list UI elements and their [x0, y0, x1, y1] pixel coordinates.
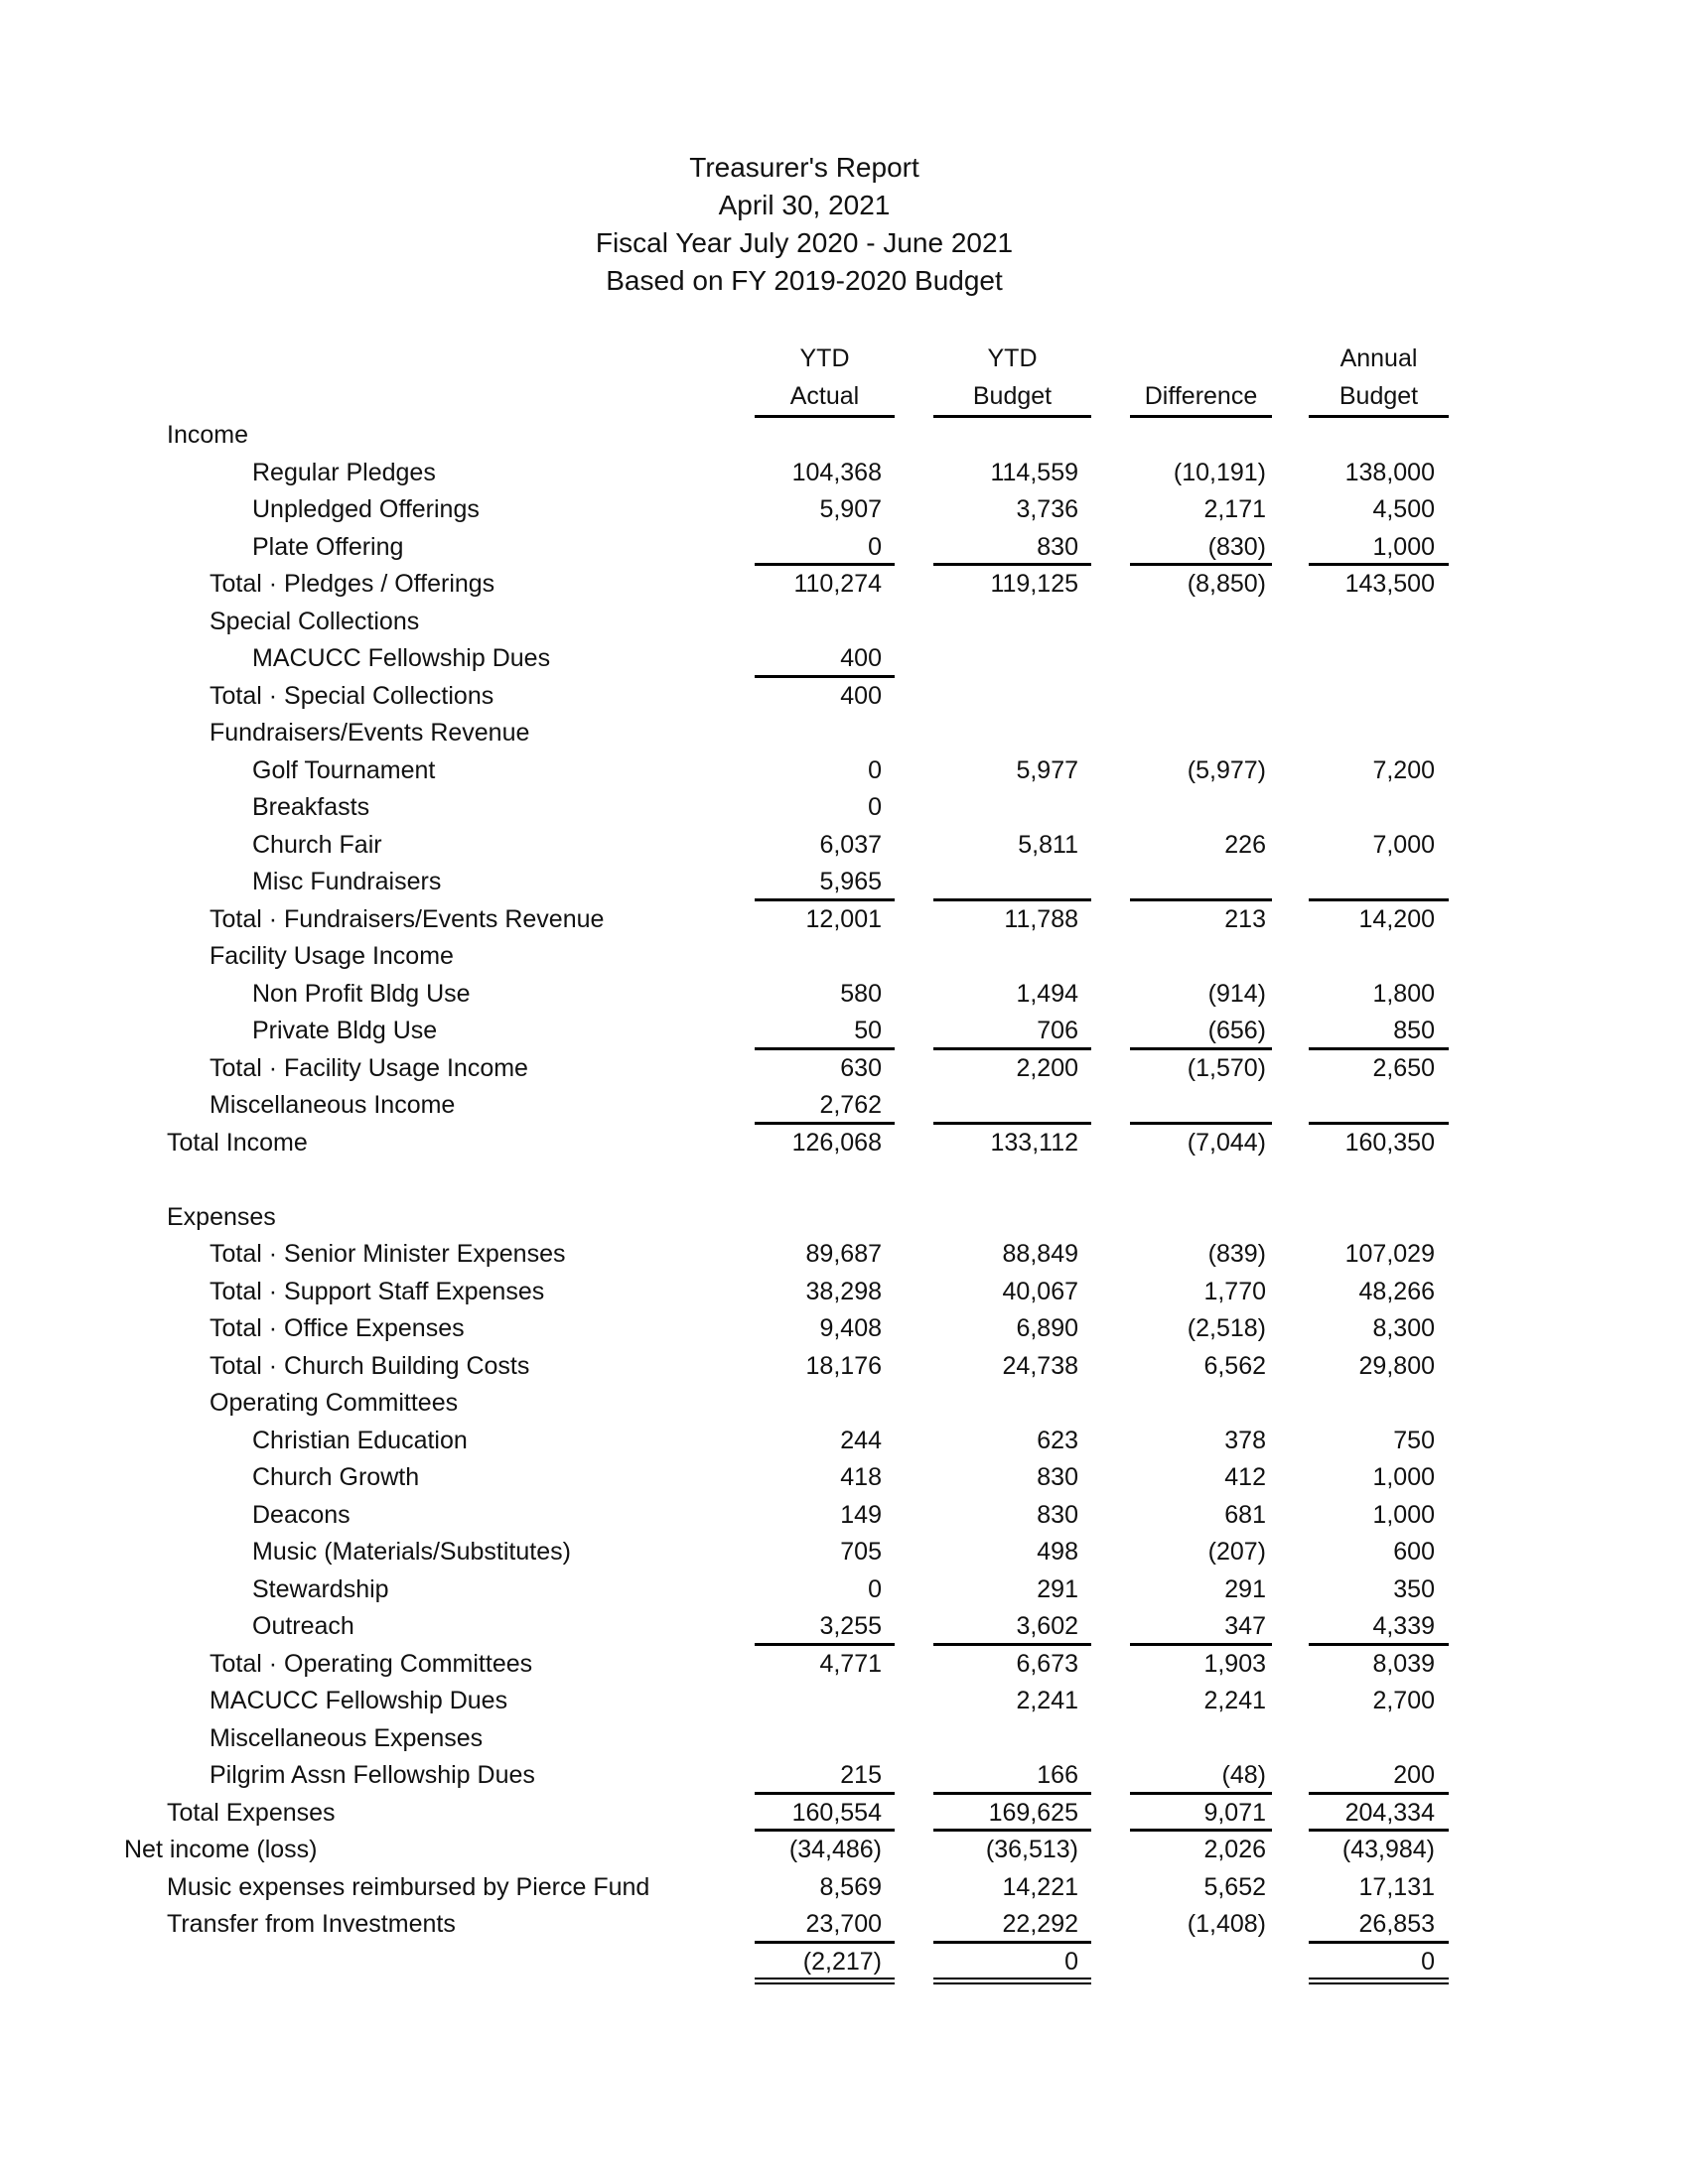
annual-budget-value: 138,000 — [1344, 458, 1435, 486]
subtotal-rule — [1309, 563, 1449, 566]
ytd-budget-value: 24,738 — [1002, 1351, 1078, 1380]
ytd-actual-value: 126,068 — [791, 1128, 882, 1157]
ytd-actual-value: 400 — [840, 644, 882, 672]
ytd-actual-value: 400 — [840, 681, 882, 710]
ytd-budget-value: 40,067 — [1002, 1277, 1078, 1305]
ytd-budget-value: 166 — [1037, 1761, 1078, 1789]
table-row — [0, 1906, 1688, 1944]
table-row — [0, 1459, 1688, 1497]
table-row — [0, 1832, 1688, 1869]
row-label: Special Collections — [210, 607, 420, 635]
annual-budget-value: 1,000 — [1372, 1463, 1435, 1491]
row-label: Golf Tournament — [252, 755, 436, 784]
ytd-actual-value: 3,255 — [819, 1612, 882, 1640]
ytd-actual-value: 6,037 — [819, 830, 882, 859]
difference-value: (10,191) — [1173, 458, 1266, 486]
subtotal-rule — [755, 1941, 895, 1944]
difference-value: 291 — [1224, 1574, 1266, 1603]
ytd-budget-value: 706 — [1037, 1017, 1078, 1044]
ytd-budget-value: 6,673 — [1016, 1649, 1078, 1678]
subtotal-rule — [755, 898, 895, 901]
row-label: Total · Operating Committees — [210, 1649, 533, 1678]
subtotal-rule — [755, 1122, 895, 1125]
ytd-budget-value: 22,292 — [1002, 1910, 1078, 1938]
table-row — [0, 827, 1688, 865]
ytd-actual-value: 104,368 — [791, 458, 882, 486]
ytd-actual-value: 418 — [840, 1463, 882, 1491]
table-row — [0, 1310, 1688, 1348]
annual-budget-value: 107,029 — [1344, 1240, 1435, 1268]
ytd-budget-value: 133,112 — [990, 1128, 1078, 1157]
annual-budget-value: 143,500 — [1344, 570, 1435, 598]
difference-value: 347 — [1224, 1612, 1266, 1640]
subtotal-rule — [1130, 1643, 1272, 1646]
ytd-actual-value: 160,554 — [791, 1798, 882, 1827]
ytd-budget-value: 498 — [1037, 1538, 1078, 1566]
subtotal-rule — [1309, 898, 1449, 901]
ytd-actual-value: 244 — [840, 1426, 882, 1454]
annual-budget-value: 26,853 — [1358, 1910, 1435, 1938]
annual-budget-value: 160,350 — [1344, 1128, 1435, 1157]
row-label: Music (Materials/Substitutes) — [252, 1538, 571, 1566]
header-top: Annual — [1339, 344, 1418, 372]
ytd-budget-value: 291 — [1037, 1574, 1078, 1603]
table-row — [0, 752, 1688, 790]
ytd-budget-value: 11,788 — [1004, 904, 1078, 933]
difference-value: (830) — [1207, 532, 1266, 561]
row-label: Total Expenses — [167, 1798, 336, 1827]
ytd-actual-value: 2,762 — [819, 1091, 882, 1119]
row-label: Private Bldg Use — [252, 1017, 438, 1044]
row-label: Total · Facility Usage Income — [210, 1053, 528, 1082]
row-label: Total · Special Collections — [210, 681, 494, 710]
ytd-actual-value: 38,298 — [805, 1277, 882, 1305]
annual-budget-value: 2,650 — [1372, 1053, 1435, 1082]
table-row — [0, 1087, 1688, 1125]
subtotal-rule — [933, 1792, 1091, 1795]
table-row — [0, 789, 1688, 827]
annual-budget-value: 4,339 — [1372, 1612, 1435, 1640]
row-label: Transfer from Investments — [167, 1910, 456, 1938]
row-label: Pilgrim Assn Fellowship Dues — [210, 1761, 535, 1789]
subtotal-rule — [1130, 1122, 1272, 1125]
ytd-actual-value: 23,700 — [805, 1910, 882, 1938]
table-row — [0, 1274, 1688, 1311]
annual-budget-value: 7,000 — [1372, 830, 1435, 859]
difference-value: (839) — [1207, 1240, 1266, 1268]
table-row — [0, 1348, 1688, 1386]
row-label: Total · Fundraisers/Events Revenue — [210, 904, 605, 933]
row-label: Total Income — [167, 1128, 308, 1157]
row-label: Church Growth — [252, 1463, 420, 1491]
row-label: Miscellaneous Expenses — [210, 1723, 484, 1752]
grand-total-double-rule — [933, 1978, 1091, 1984]
ytd-actual-value: 12,001 — [805, 904, 882, 933]
difference-value: 2,026 — [1203, 1836, 1266, 1863]
row-label: Expenses — [167, 1202, 276, 1231]
table-row — [0, 938, 1688, 976]
header-bottom: Difference — [1144, 382, 1258, 410]
row-label: Deacons — [252, 1500, 351, 1529]
ytd-actual-value: 4,771 — [819, 1649, 882, 1678]
ytd-budget-value: 3,602 — [1016, 1612, 1078, 1640]
annual-budget-value: 2,700 — [1372, 1687, 1435, 1714]
ytd-actual-value: 149 — [840, 1500, 882, 1529]
table-row — [0, 864, 1688, 901]
difference-value: 213 — [1224, 904, 1266, 933]
budget-basis: Based on FY 2019-2020 Budget — [606, 265, 1003, 296]
header-bottom: Budget — [972, 382, 1053, 410]
row-label: Unpledged Offerings — [252, 495, 480, 523]
header-top — [1130, 340, 1272, 377]
ytd-budget-value: 1,494 — [1016, 979, 1078, 1008]
table-row — [0, 1125, 1688, 1162]
difference-value: (656) — [1207, 1017, 1266, 1044]
subtotal-rule — [1130, 1047, 1272, 1050]
annual-budget-value: 14,200 — [1358, 904, 1435, 933]
row-label: MACUCC Fellowship Dues — [210, 1687, 508, 1714]
ytd-budget-value: 5,977 — [1016, 755, 1078, 784]
annual-budget-value: 350 — [1393, 1574, 1435, 1603]
table-row — [0, 640, 1688, 678]
annual-budget-value: 200 — [1393, 1761, 1435, 1789]
subtotal-rule — [933, 1122, 1091, 1125]
subtotal-rule — [755, 563, 895, 566]
subtotal-rule — [933, 1941, 1091, 1944]
subtotal-rule — [1309, 1122, 1449, 1125]
row-label: Facility Usage Income — [210, 942, 454, 970]
subtotal-rule — [755, 675, 895, 678]
ytd-actual-value: 0 — [868, 532, 882, 561]
subtotal-rule — [1130, 563, 1272, 566]
table-row — [0, 566, 1688, 604]
subtotal-rule — [933, 563, 1091, 566]
annual-budget-value: 600 — [1393, 1538, 1435, 1566]
ytd-budget-value: 2,200 — [1016, 1053, 1078, 1082]
table-row — [0, 1161, 1688, 1199]
subtotal-rule — [1130, 1829, 1272, 1832]
table-row — [0, 1236, 1688, 1274]
ytd-actual-value: 89,687 — [805, 1240, 882, 1268]
subtotal-rule — [1130, 1792, 1272, 1795]
header-bottom: Budget — [1338, 382, 1419, 410]
ytd-budget-value: 0 — [1064, 1947, 1078, 1976]
difference-value: 226 — [1224, 830, 1266, 859]
row-label: Stewardship — [252, 1574, 389, 1603]
difference-value: (7,044) — [1187, 1128, 1266, 1157]
row-label: Total · Support Staff Expenses — [210, 1277, 545, 1305]
ytd-budget-value: 3,736 — [1016, 495, 1078, 523]
ytd-budget-value: 119,125 — [990, 570, 1078, 598]
header-top: YTD — [987, 344, 1038, 372]
ytd-budget-value: (36,513) — [985, 1836, 1078, 1863]
ytd-actual-value: 5,965 — [819, 868, 882, 895]
ytd-actual-value: 215 — [840, 1761, 882, 1789]
row-label: MACUCC Fellowship Dues — [252, 644, 551, 672]
subtotal-rule — [755, 1829, 895, 1832]
table-row — [0, 1608, 1688, 1646]
ytd-budget-value: 830 — [1037, 1463, 1078, 1491]
table-row — [0, 1050, 1688, 1088]
annual-budget-value: 48,266 — [1358, 1277, 1435, 1305]
ytd-budget-value: 169,625 — [988, 1798, 1078, 1827]
ytd-budget-value: 114,559 — [990, 458, 1078, 486]
table-row — [0, 715, 1688, 752]
ytd-budget-value: 88,849 — [1002, 1240, 1078, 1268]
subtotal-rule — [1309, 1047, 1449, 1050]
ytd-actual-value: 0 — [868, 755, 882, 784]
row-label: Christian Education — [252, 1426, 468, 1454]
ytd-actual-value: (34,486) — [788, 1836, 882, 1863]
table-row — [0, 604, 1688, 641]
ytd-actual-value: 110,274 — [793, 570, 882, 598]
row-label: Operating Committees — [210, 1389, 459, 1417]
difference-value: 1,903 — [1203, 1649, 1266, 1678]
difference-value: (48) — [1221, 1761, 1266, 1789]
ytd-actual-value: (2,217) — [802, 1947, 882, 1976]
ytd-actual-value: 5,907 — [819, 495, 882, 523]
annual-budget-value: 1,800 — [1372, 979, 1435, 1008]
row-label: Total · Office Expenses — [210, 1314, 465, 1342]
difference-value: (1,408) — [1187, 1910, 1266, 1938]
table-row — [0, 1199, 1688, 1237]
table-row — [0, 1423, 1688, 1460]
table-row — [0, 678, 1688, 716]
row-label: Non Profit Bldg Use — [252, 979, 471, 1008]
difference-value: 378 — [1224, 1426, 1266, 1454]
annual-budget-value: 0 — [1421, 1947, 1435, 1976]
table-row — [0, 1497, 1688, 1535]
row-label: Outreach — [252, 1612, 354, 1640]
table-row — [0, 1720, 1688, 1758]
table-row — [0, 1757, 1688, 1795]
ytd-budget-value: 830 — [1037, 532, 1078, 561]
annual-budget-value: 7,200 — [1372, 755, 1435, 784]
annual-budget-value: 29,800 — [1358, 1351, 1435, 1380]
subtotal-rule — [755, 1047, 895, 1050]
annual-budget-value: (43,984) — [1341, 1836, 1435, 1863]
row-label: Misc Fundraisers — [252, 868, 442, 895]
header-top: YTD — [799, 344, 850, 372]
subtotal-rule — [1130, 898, 1272, 901]
header-bottom: Actual — [789, 382, 860, 410]
grand-total-double-rule — [755, 1978, 895, 1984]
difference-value: (5,977) — [1187, 755, 1266, 784]
report-title: Treasurer's Report — [689, 152, 919, 183]
column-header-annual-budget — [1309, 340, 1449, 415]
column-header-difference — [1130, 340, 1272, 415]
ytd-budget-value: 6,890 — [1016, 1314, 1078, 1342]
ytd-actual-value: 8,569 — [819, 1872, 882, 1901]
subtotal-rule — [1309, 1643, 1449, 1646]
table-row — [0, 417, 1688, 455]
row-label: Miscellaneous Income — [210, 1091, 456, 1119]
ytd-budget-value: 623 — [1037, 1426, 1078, 1454]
ytd-budget-value: 5,811 — [1018, 830, 1078, 859]
annual-budget-value: 850 — [1393, 1017, 1435, 1044]
table-row — [0, 976, 1688, 1014]
ytd-actual-value: 0 — [868, 1574, 882, 1603]
table-row — [0, 529, 1688, 567]
annual-budget-value: 8,039 — [1372, 1649, 1435, 1678]
row-label: Breakfasts — [252, 793, 370, 821]
difference-value: 2,241 — [1203, 1687, 1266, 1714]
difference-value: 681 — [1224, 1500, 1266, 1529]
annual-budget-value: 750 — [1393, 1426, 1435, 1454]
difference-value: 6,562 — [1203, 1351, 1266, 1380]
row-label: Total · Church Building Costs — [210, 1351, 530, 1380]
table-row — [0, 1944, 1688, 1981]
row-label: Total · Senior Minister Expenses — [210, 1240, 566, 1268]
annual-budget-value: 4,500 — [1372, 495, 1435, 523]
difference-value: 1,770 — [1203, 1277, 1266, 1305]
ytd-actual-value: 0 — [868, 793, 882, 821]
table-row — [0, 1869, 1688, 1907]
row-label: Fundraisers/Events Revenue — [210, 719, 530, 747]
subtotal-rule — [755, 1643, 895, 1646]
subtotal-rule — [933, 1643, 1091, 1646]
difference-value: 9,071 — [1203, 1798, 1266, 1827]
ytd-budget-value: 830 — [1037, 1500, 1078, 1529]
annual-budget-value: 204,334 — [1344, 1798, 1435, 1827]
ytd-actual-value: 18,176 — [805, 1351, 882, 1380]
difference-value: 412 — [1224, 1463, 1266, 1491]
subtotal-rule — [755, 1792, 895, 1795]
row-label: Church Fair — [252, 830, 382, 859]
table-row — [0, 455, 1688, 492]
ytd-actual-value: 580 — [840, 979, 882, 1008]
difference-value: (914) — [1207, 979, 1266, 1008]
ytd-budget-value: 2,241 — [1016, 1687, 1078, 1714]
table-row — [0, 491, 1688, 529]
column-header-ytd-actual — [755, 340, 895, 415]
ytd-actual-value: 9,408 — [819, 1314, 882, 1342]
table-row — [0, 1683, 1688, 1720]
table-row — [0, 1571, 1688, 1609]
subtotal-rule — [1309, 1792, 1449, 1795]
difference-value: 2,171 — [1203, 495, 1266, 523]
ytd-budget-value: 14,221 — [1002, 1872, 1078, 1901]
annual-budget-value: 8,300 — [1372, 1314, 1435, 1342]
ytd-actual-value: 630 — [840, 1053, 882, 1082]
subtotal-rule — [1309, 1941, 1449, 1944]
subtotal-rule — [933, 898, 1091, 901]
row-label: Total · Pledges / Offerings — [210, 570, 495, 598]
annual-budget-value: 1,000 — [1372, 1500, 1435, 1529]
row-label: Income — [167, 421, 248, 449]
difference-value: (1,570) — [1187, 1053, 1266, 1082]
table-row — [0, 1646, 1688, 1684]
annual-budget-value: 17,131 — [1358, 1872, 1435, 1901]
table-row — [0, 901, 1688, 939]
subtotal-rule — [933, 1829, 1091, 1832]
table-row — [0, 1385, 1688, 1423]
difference-value: (207) — [1207, 1538, 1266, 1566]
column-header-ytd-budget — [933, 340, 1091, 415]
row-label: Net income (loss) — [124, 1836, 318, 1863]
table-row — [0, 1795, 1688, 1833]
difference-value: (2,518) — [1187, 1314, 1266, 1342]
row-label: Music expenses reimbursed by Pierce Fund — [167, 1872, 650, 1901]
report-title-block — [0, 149, 1609, 300]
difference-value: 5,652 — [1203, 1872, 1266, 1901]
table-row — [0, 1013, 1688, 1050]
grand-total-double-rule — [1309, 1978, 1449, 1984]
difference-value: (8,850) — [1187, 570, 1266, 598]
fiscal-year: Fiscal Year July 2020 - June 2021 — [595, 227, 1014, 258]
subtotal-rule — [1309, 1829, 1449, 1832]
subtotal-rule — [933, 1047, 1091, 1050]
row-label: Regular Pledges — [252, 458, 436, 486]
report-date: April 30, 2021 — [718, 190, 891, 220]
ytd-actual-value: 50 — [854, 1017, 882, 1044]
table-row — [0, 1534, 1688, 1571]
annual-budget-value: 1,000 — [1372, 532, 1435, 561]
ytd-actual-value: 705 — [840, 1538, 882, 1566]
row-label: Plate Offering — [252, 532, 404, 561]
